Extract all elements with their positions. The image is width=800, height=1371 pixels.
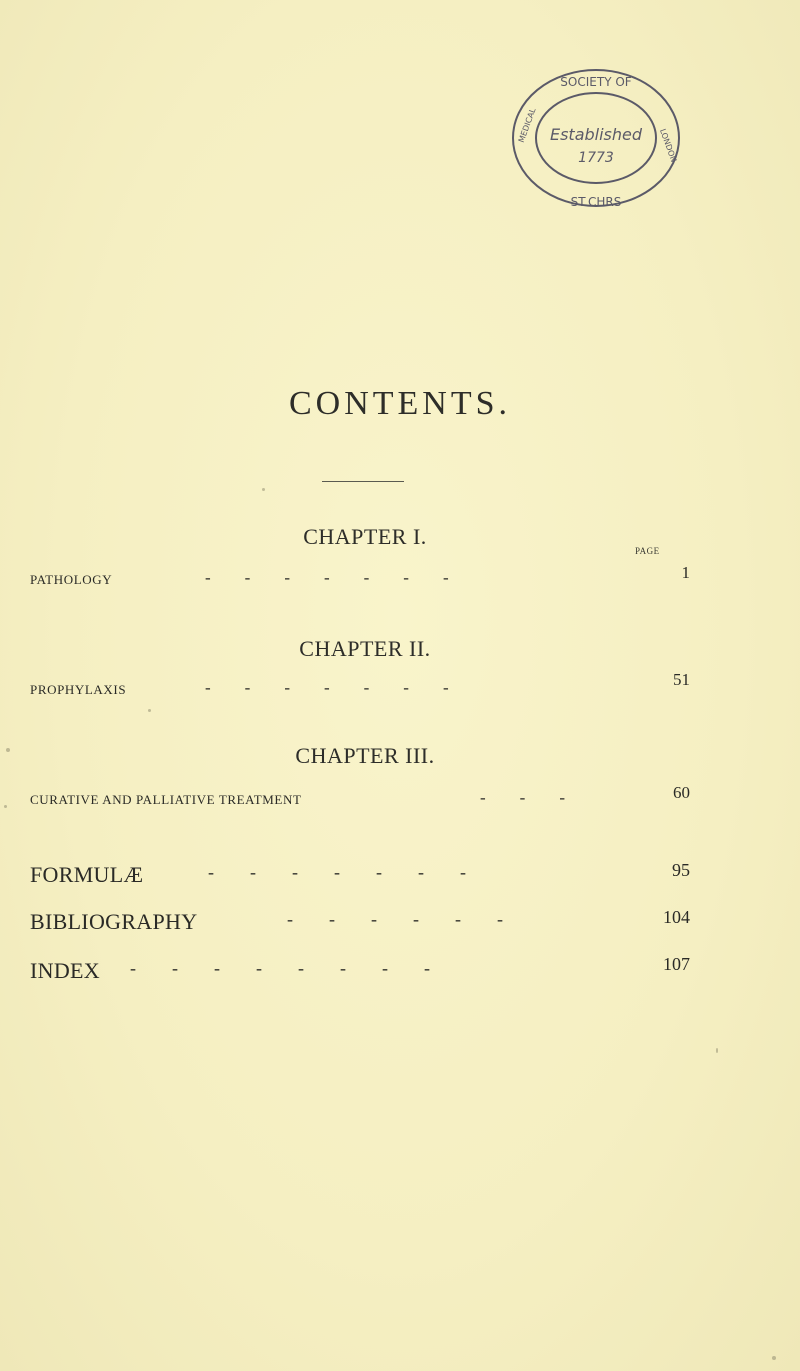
toc-entry-pathology (30, 563, 690, 598)
paper-speck (6, 748, 10, 752)
page-column-label: PAGE (635, 546, 660, 556)
entry-leader: - - - - - - - - (130, 958, 430, 978)
entry-leader: - - - (480, 788, 565, 807)
entry-label: FORMULÆ (30, 862, 144, 887)
paper-speck (4, 805, 7, 808)
entry-page-number: 60 (673, 783, 690, 802)
entry-label: INDEX (30, 958, 100, 983)
stamp-right-text: LONDON (657, 127, 679, 164)
chapter-heading: CHAPTER I. (303, 524, 427, 549)
chapter-heading: CHAPTER II. (299, 636, 431, 661)
title-divider (322, 481, 404, 482)
toc-entry-bibliography (30, 909, 690, 939)
chapter-heading: CHAPTER III. (295, 743, 435, 768)
stamp-bottom-text: ST.CHRS (570, 195, 622, 209)
stamp-established-text: Established (549, 125, 643, 144)
paper-speck (772, 1356, 776, 1360)
stamp-top-text: SOCIETY OF (560, 75, 632, 89)
toc-entry-treatment (30, 783, 690, 818)
stamp-left-text: MEDICAL (516, 106, 538, 144)
entry-leader: - - - - - - - (205, 568, 449, 587)
paper-speck (716, 1048, 718, 1053)
entry-label: PROPHYLAXIS (30, 682, 127, 697)
entry-label: PATHOLOGY (30, 572, 113, 587)
toc-entry-prophylaxis (30, 670, 690, 708)
toc-entry-index (30, 954, 690, 988)
entry-page-number: 51 (673, 670, 690, 689)
page-title: CONTENTS. (288, 385, 512, 422)
entry-page-number: 95 (672, 860, 690, 880)
entry-page-number: 104 (663, 907, 690, 927)
entry-leader: - - - - - - (287, 909, 503, 929)
paper-speck (148, 709, 151, 712)
entry-page-number: 107 (663, 954, 690, 974)
paper-speck (262, 488, 265, 491)
entry-leader: - - - - - - - (208, 862, 466, 882)
entry-label: BIBLIOGRAPHY (30, 909, 198, 934)
entry-page-number: 1 (681, 563, 690, 582)
library-stamp (507, 58, 685, 218)
toc-entry-formulae (30, 862, 690, 892)
entry-leader: - - - - - - - (205, 678, 449, 697)
entry-label: CURATIVE AND PALLIATIVE TREATMENT (30, 792, 302, 807)
stamp-year: 1773 (578, 150, 614, 166)
